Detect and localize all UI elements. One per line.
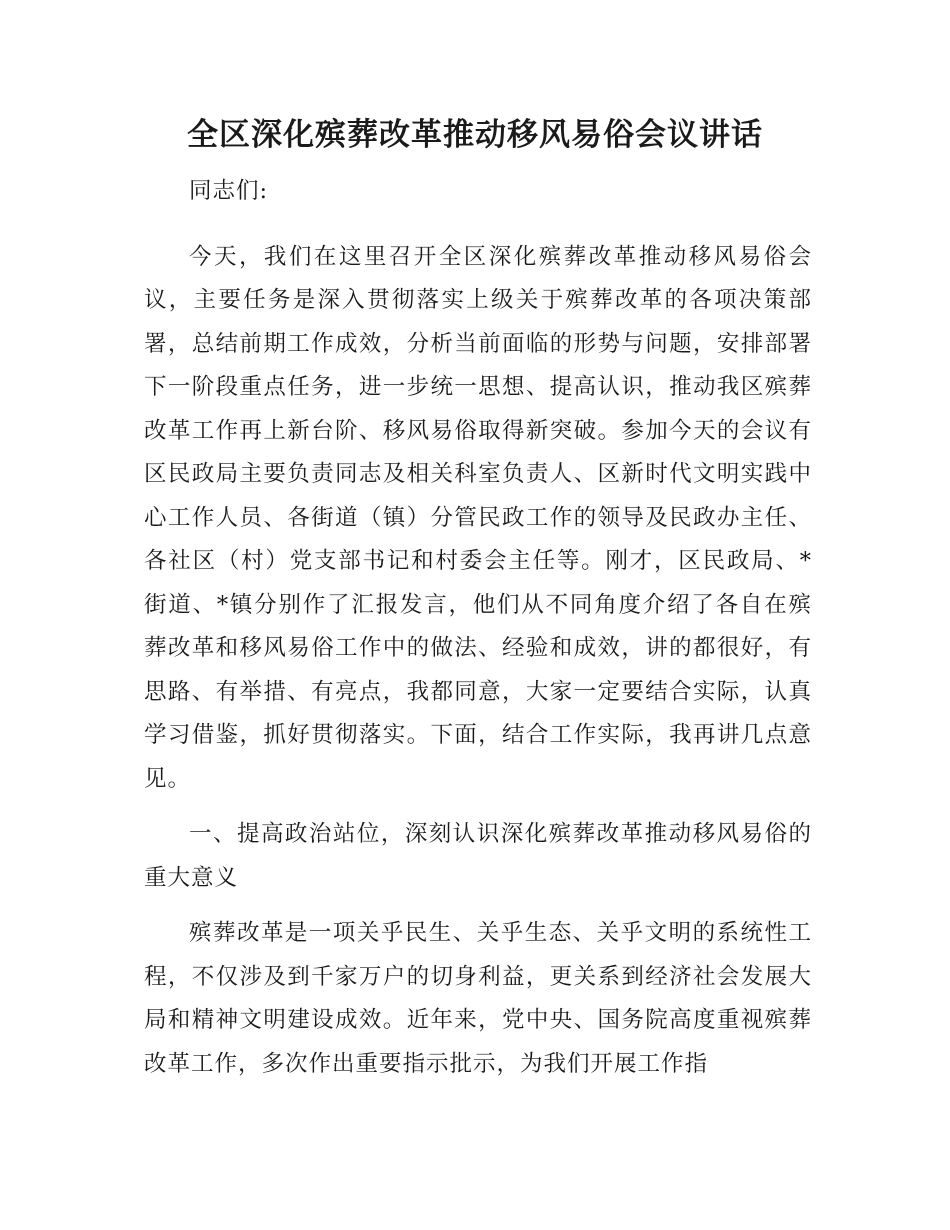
document-title: 全区深化殡葬改革推动移风易俗会议讲话 (187, 117, 763, 153)
section-heading-1: 一、提高政治站位，深刻认识深化殡葬改革推动移风易俗的重大意义 (144, 821, 812, 891)
paragraph-opening: 今天，我们在这里召开全区深化殡葬改革推动移风易俗会议，主要任务是深入贯彻落实上级关于殡葬改革的各项决策部署，总结前期工作成效，分析当前面临的形势与问题，安排部署下一阶段重点任务，进一步统一思想、提高认识，推动我区殡葬改革工作再上新台阶、移风易俗取得新突破。参加今天的会议有区民政局主要负责同志及相关科室负责人、区新时代文明实践中心工作人员、各街道（镇）分管民政工作的领导及民政办主任、各社区（村）党支部书记和村委会主任等。刚才，区民政局、*街道、*镇分别作了汇报发言，他们从不同角度介绍了各自在殡葬改革和移风易俗工作中的做法、经验和成效，讲的都很好，有思路、有举措、有亮点，我都同意，大家一定要结合实际，认真学习借鉴，抓好贯彻落实。下面，结合工作实际，我再讲几点意见。 (144, 243, 812, 792)
paragraph-section-1: 殡葬改革是一项关乎民生、关乎生态、关乎文明的系统性工程，不仅涉及到千家万户的切身利益，更关系到经济社会发展大局和精神文明建设成效。近年来，党中央、国务院高度重视殡葬改革工作，多次作出重要指示批示，为我们开展工作指 (144, 920, 812, 1077)
salutation: 同志们: (189, 178, 269, 204)
document-body (144, 170, 812, 1098)
